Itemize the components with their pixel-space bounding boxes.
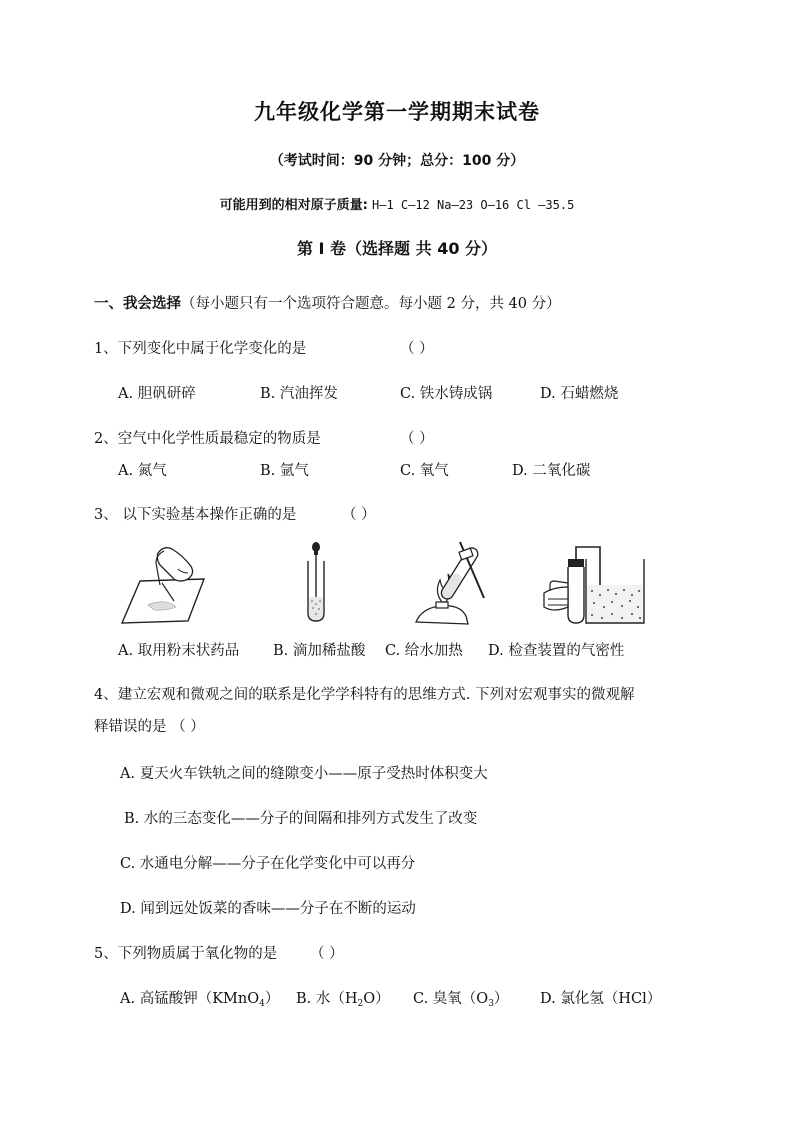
part-heading-note: （每小题只有一个选项符合题意。每小题 2 分，共 40 分） xyxy=(181,296,561,312)
q2-option-c: C. 氧气 xyxy=(400,463,449,479)
q5-option-c-text: C. 臭氧（O xyxy=(413,991,489,1007)
q4-option-a: A. 夏天火车铁轨之间的缝隙变小——原子受热时体积变大 xyxy=(120,766,488,782)
q1-option-b: B. 汽油挥发 xyxy=(260,386,338,402)
q3-option-a: A. 取用粉末状药品 xyxy=(118,643,240,659)
q5-option-b-text: B. 水（H xyxy=(296,991,358,1007)
q1-option-d: D. 石蜡燃烧 xyxy=(540,386,619,402)
q4-option-c: C. 水通电分解——分子在化学变化中可以再分 xyxy=(120,856,416,872)
figure-dropper xyxy=(300,541,332,625)
q3-option-b: B. 滴加稀盐酸 xyxy=(273,643,366,659)
part-heading xyxy=(94,292,561,313)
q5-option-c-end: ） xyxy=(493,991,509,1007)
q5-option-c-subscript: 3 xyxy=(488,999,494,1009)
q5-option-d: D. 氯化氢（HCl） xyxy=(540,991,662,1007)
part-heading-label: 一、我会选择 xyxy=(94,296,181,312)
q5-option-b-subscript: 2 xyxy=(357,999,364,1009)
figure-powder-taking xyxy=(118,545,210,625)
q5-option-a-end: ） xyxy=(264,991,280,1007)
section-title: 第 I 卷（选择题 共 40 分） xyxy=(296,239,498,258)
q5-option-a-text: A. 高锰酸钾（KMnO xyxy=(120,991,260,1007)
q2-option-d: D. 二氧化碳 xyxy=(512,463,591,479)
question-3-answer-paren: （ ） xyxy=(342,507,376,523)
q5-option-b xyxy=(296,987,390,1009)
q5-option-a xyxy=(120,987,279,1009)
q2-option-b: B. 氩气 xyxy=(260,463,309,479)
question-2-stem: 2、空气中化学性质最稳定的物质是 xyxy=(94,431,321,447)
question-4-stem-line-1: 4、建立宏观和微观之间的联系是化学学科特有的思维方式. 下列对宏观事实的微观解 xyxy=(94,687,635,703)
q1-option-c: C. 铁水铸成锅 xyxy=(400,386,493,402)
exam-info: （考试时间：90 分钟；总分：100 分） xyxy=(269,153,525,169)
question-4-stem-line-2: 释错误的是 （ ） xyxy=(94,719,205,735)
q3-option-d: D. 检查装置的气密性 xyxy=(488,643,625,659)
question-1-answer-paren: （ ） xyxy=(400,341,434,357)
q1-option-a: A. 胆矾研碎 xyxy=(118,386,196,402)
question-5-stem: 5、下列物质属于氧化物的是 xyxy=(94,946,278,962)
q4-option-d: D. 闻到远处饭菜的香味——分子在不断的运动 xyxy=(120,901,416,917)
page-title: 九年级化学第一学期期末试卷 xyxy=(254,100,540,124)
question-1-stem: 1、下列变化中属于化学变化的是 xyxy=(94,341,307,357)
q5-option-c xyxy=(413,987,508,1009)
atomic-masses-values: H—1 C—12 Na—23 O—16 Cl —35.5 xyxy=(372,198,575,212)
q2-option-a: A. 氮气 xyxy=(118,463,167,479)
q4-option-b: B. 水的三态变化——分子的间隔和排列方式发生了改变 xyxy=(124,811,478,827)
question-2-answer-paren: （ ） xyxy=(400,431,434,447)
figure-airtightness xyxy=(540,541,650,627)
atomic-masses-label: 可能用到的相对原子质量: xyxy=(219,198,368,213)
atomic-masses xyxy=(0,194,794,213)
q3-option-c: C. 给水加热 xyxy=(385,643,463,659)
q5-option-a-subscript: 4 xyxy=(259,999,265,1009)
q5-option-b-end: O） xyxy=(363,991,390,1007)
question-3-stem: 3、 以下实验基本操作正确的是 xyxy=(94,507,297,523)
figure-heating xyxy=(414,540,486,628)
question-5-answer-paren: （ ） xyxy=(310,946,344,962)
